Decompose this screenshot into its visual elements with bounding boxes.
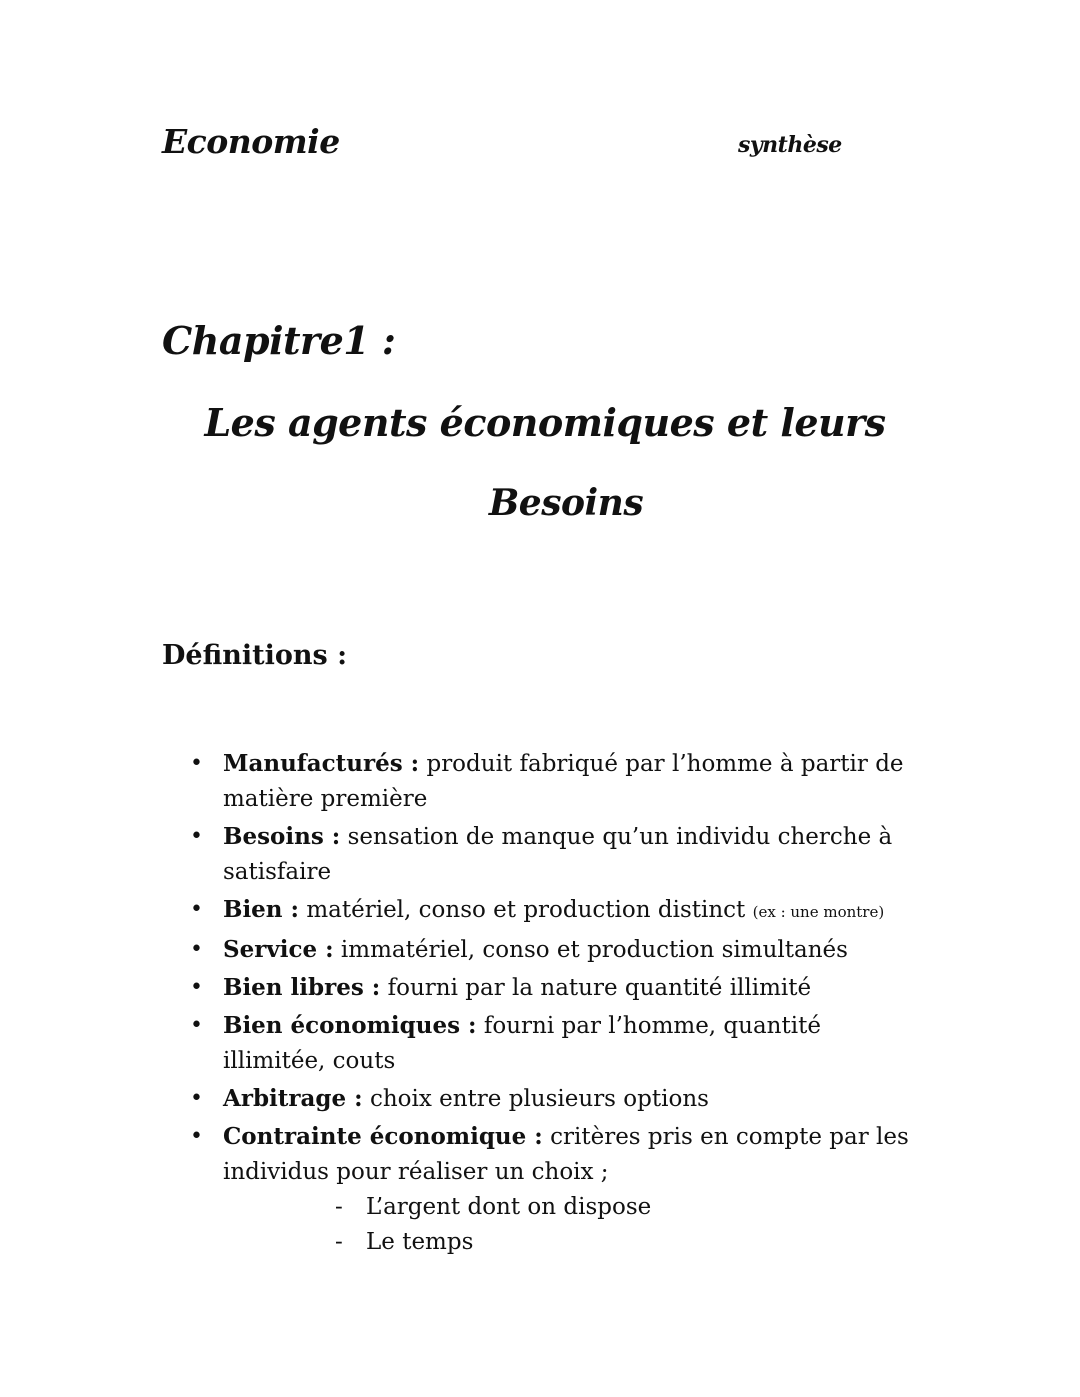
definition-term: Service :: [223, 936, 334, 963]
chapter-label: Chapitre1 :: [162, 318, 396, 363]
sub-item-text: Le temps: [366, 1229, 474, 1255]
header-left-title: Economie: [162, 122, 340, 161]
definition-text: produit fabriqué par l’homme à partir de matière première: [223, 751, 904, 812]
chapter-title-line-1: Les agents économiques et leurs: [204, 400, 886, 445]
definition-text: critères pris en compte par les individus pour réaliser un choix ;: [223, 1124, 909, 1185]
header-right-label: synthèse: [738, 132, 842, 158]
definition-term: Arbitrage :: [223, 1085, 363, 1112]
definition-item: [190, 1081, 930, 1117]
bullet-icon: •: [190, 975, 203, 1000]
constraint-sub-list: [223, 1190, 930, 1260]
definitions-heading: Définitions :: [162, 640, 348, 671]
definition-term: Bien libres :: [223, 974, 381, 1001]
dash-icon: -: [335, 1229, 343, 1255]
definition-text: immatériel, conso et production simultanés: [333, 937, 848, 963]
definition-term: Bien économiques :: [223, 1012, 477, 1039]
bullet-icon: •: [190, 1013, 203, 1038]
definition-item: [190, 932, 930, 968]
sub-item-text: L’argent dont on dispose: [366, 1194, 652, 1220]
definition-item: [190, 1008, 930, 1079]
bullet-icon: •: [190, 824, 203, 849]
definition-text: fourni par la nature quantité illimité: [380, 975, 812, 1001]
bullet-icon: •: [190, 1124, 203, 1149]
bullet-icon: •: [190, 937, 203, 962]
definition-note: (ex : une montre): [752, 903, 885, 921]
definition-item: [190, 892, 930, 930]
definition-item: [190, 819, 930, 890]
bullet-icon: •: [190, 897, 203, 922]
definition-text: matériel, conso et production distinct: [299, 897, 753, 923]
definition-text: fourni par l’homme, quantité illimitée, couts: [223, 1013, 821, 1074]
definition-text: choix entre plusieurs options: [362, 1086, 709, 1112]
sub-list-item: [223, 1190, 930, 1225]
bullet-icon: •: [190, 751, 203, 776]
definition-term: Contrainte économique :: [223, 1123, 543, 1150]
definition-item: [190, 746, 930, 817]
definition-term: Manufacturés :: [223, 750, 420, 777]
bullet-icon: •: [190, 1086, 203, 1111]
definition-text: sensation de manque qu’un individu cherche à satisfaire: [223, 824, 893, 885]
definition-term: Bien :: [223, 896, 300, 923]
definition-item: [190, 1119, 930, 1260]
sub-list-item: [223, 1225, 930, 1260]
chapter-title-line-2: Besoins: [488, 482, 644, 524]
definition-item: [190, 970, 930, 1006]
dash-icon: -: [335, 1194, 343, 1220]
definitions-list: [190, 746, 930, 1262]
definition-term: Besoins :: [223, 823, 341, 850]
